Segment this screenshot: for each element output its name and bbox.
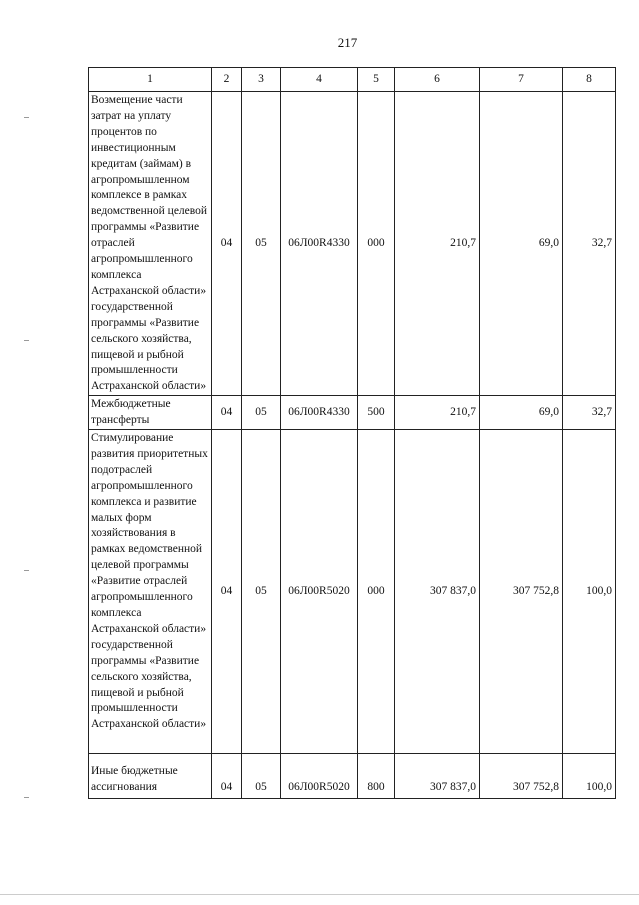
table-row (89, 396, 616, 430)
page-number: 217 (337, 35, 358, 50)
cell-actual: 307 752,8 (480, 430, 563, 754)
cell-section: 04 (212, 754, 242, 799)
cell-target-code: 06Л00R5020 (281, 430, 358, 754)
cell-section: 04 (212, 396, 242, 430)
margin-mark (24, 797, 29, 798)
margin-mark (24, 570, 29, 571)
cell-actual: 69,0 (480, 92, 563, 396)
cell-target-code: 06Л00R4330 (281, 92, 358, 396)
margin-mark (24, 340, 29, 341)
column-header: 1 (89, 68, 212, 92)
table-row (89, 754, 616, 799)
cell-plan: 210,7 (395, 396, 480, 430)
table-row (89, 92, 616, 396)
row-description: Возмещение части затрат на уплату процентов по инвестиционным кредитам (займам) в агропромышленном комплексе в рамках ведомственной целевой программы «Развитие отраслей агропромышленного комплекса Астраханской области» государственной программы «Развитие сельского хозяйства, пищевой и рыбной промышленности Астраханской области» (89, 92, 212, 396)
cell-subsection: 05 (242, 430, 281, 754)
row-description: Стимулирование развития приоритетных подотраслей агропромышленного комплекса и развитие малых форм хозяйствования в рамках ведомственной целевой программы «Развитие отраслей агропромышленного комплекса Астраханской области» государственной программы «Развитие сельского хозяйства, пищевой и рыбной промышленности Астраханской области» (89, 430, 212, 754)
table-row (89, 430, 616, 754)
cell-actual: 69,0 (480, 396, 563, 430)
row-description: Межбюджетные трансферты (89, 396, 212, 430)
cell-section: 04 (212, 92, 242, 396)
column-header: 6 (395, 68, 480, 92)
column-header: 3 (242, 68, 281, 92)
cell-section: 04 (212, 430, 242, 754)
column-header: 4 (281, 68, 358, 92)
column-header: 7 (480, 68, 563, 92)
cell-percent: 32,7 (563, 92, 616, 396)
cell-target-code: 06Л00R4330 (281, 396, 358, 430)
scan-edge-line (0, 894, 639, 895)
cell-expense-type: 000 (358, 92, 395, 396)
cell-expense-type: 000 (358, 430, 395, 754)
margin-mark (24, 117, 29, 118)
column-header: 5 (358, 68, 395, 92)
header-row (89, 68, 616, 92)
cell-percent: 32,7 (563, 396, 616, 430)
cell-plan: 210,7 (395, 92, 480, 396)
cell-plan: 307 837,0 (395, 430, 480, 754)
cell-expense-type: 800 (358, 754, 395, 799)
cell-subsection: 05 (242, 754, 281, 799)
cell-percent: 100,0 (563, 430, 616, 754)
cell-actual: 307 752,8 (480, 754, 563, 799)
column-header: 2 (212, 68, 242, 92)
cell-subsection: 05 (242, 92, 281, 396)
cell-target-code: 06Л00R5020 (281, 754, 358, 799)
cell-subsection: 05 (242, 396, 281, 430)
row-description: Иные бюджетные ассигнования (89, 754, 212, 799)
column-header: 8 (563, 68, 616, 92)
cell-percent: 100,0 (563, 754, 616, 799)
cell-plan: 307 837,0 (395, 754, 480, 799)
budget-table (88, 67, 616, 799)
cell-expense-type: 500 (358, 396, 395, 430)
